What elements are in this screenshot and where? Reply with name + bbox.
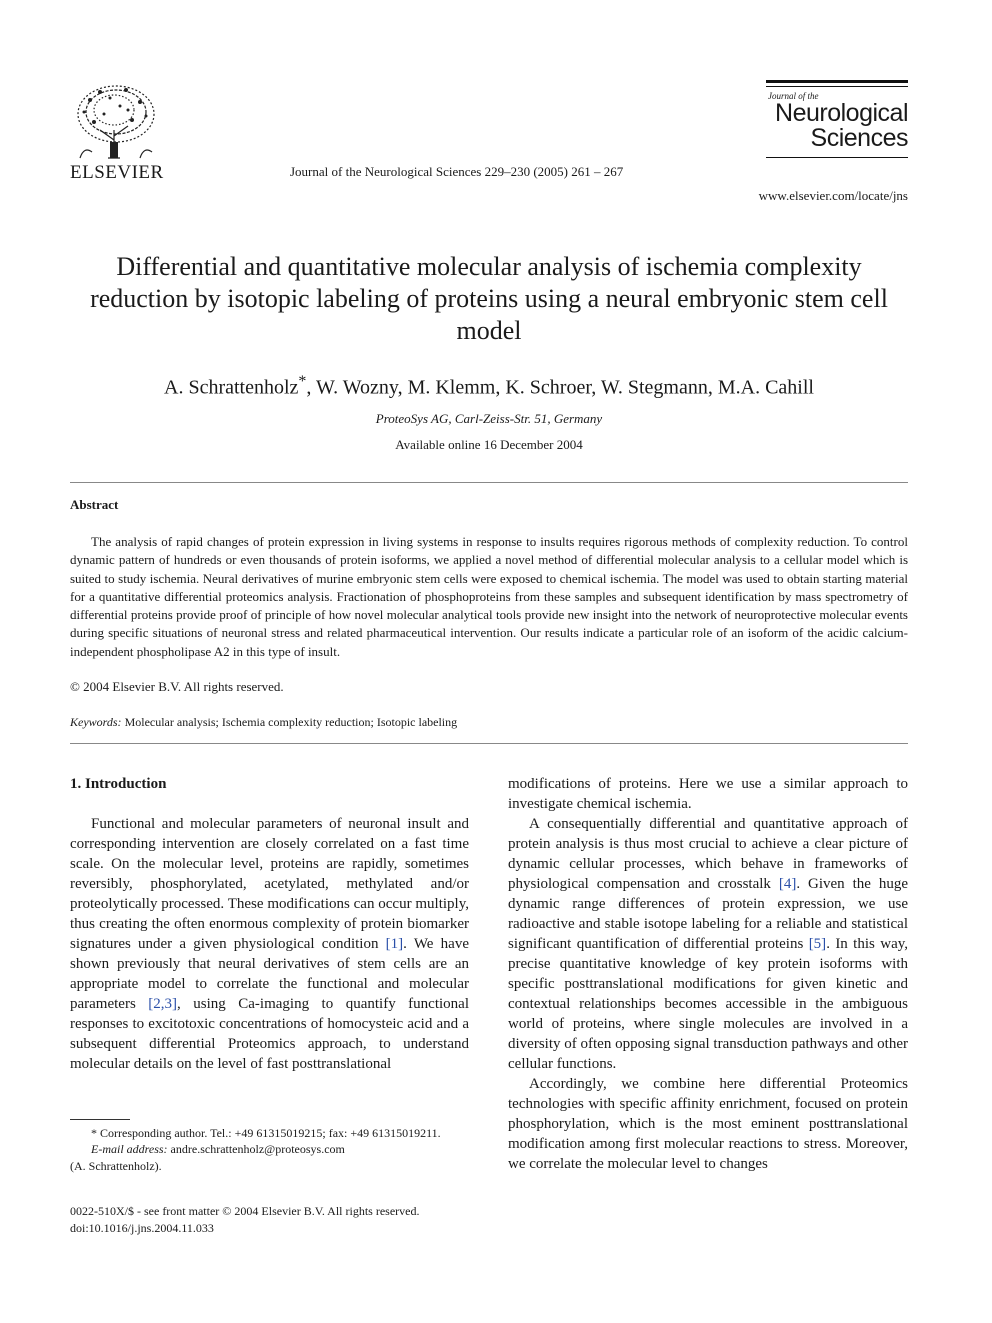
journal-reference: Journal of the Neurological Sciences 229–230 (2005) 261 – 267: [290, 164, 624, 179]
paragraph: [508, 814, 908, 1074]
paragraph-text: . In this way, precise quantitative knowledge of key protein isoforms with specific posttranslational modifications for given kinetic and contextual relationships becomes accessible in the ambiguous world of proteins, where single molecules are involved in a diversity of often opposing signal transduction pathways and other cellular functions.: [508, 936, 908, 1072]
paragraph-text: A consequentially differential and quantitative approach of protein analysis is thus most crucial to achieve a clear picture of dynamic cellular processes, which behave in frameworks of physiological compensation and crosstalk: [508, 816, 908, 892]
divider: [70, 482, 908, 483]
paragraph: Accordingly, we combine here differential Proteomics technologies with specific affinity enrichment, focused on protein phosphorylation, which is the most eminent posttranslational modification among first molecular reactions to stress. Moreover, we correlate the molecular level to changes: [508, 1076, 908, 1172]
citation-link[interactable]: [1]: [385, 936, 404, 952]
masthead-subtitle: Journal of the: [768, 91, 819, 101]
citation-link[interactable]: [4]: [778, 876, 797, 892]
masthead-rule: [766, 86, 908, 87]
corresponding-mark[interactable]: *: [298, 373, 307, 390]
front-matter: [70, 1203, 469, 1237]
keywords-label: Keywords:: [70, 715, 122, 729]
right-column: [508, 774, 908, 1174]
author-corresponding[interactable]: A. Schrattenholz: [164, 376, 299, 399]
journal-url-link[interactable]: www.elsevier.com/locate/jns: [758, 188, 908, 203]
paragraph-text: . Given the huge dynamic range differences of protein expression, we use radioactive and stable isotope labeling for a reliable and statistical significant quantification of differential proteins: [508, 876, 908, 952]
masthead-rule: [766, 157, 908, 158]
doi-link[interactable]: doi:10.1016/j.jns.2004.11.033: [70, 1221, 214, 1235]
left-column: [70, 774, 469, 1074]
publisher-name: ELSEVIER: [70, 162, 164, 183]
email-label: E-mail address:: [91, 1142, 168, 1157]
affiliation: ProteoSys AG, Carl-Zeiss-Str. 51, Germany: [375, 411, 603, 426]
paragraph: [70, 814, 469, 1074]
abstract-heading: Abstract: [70, 497, 119, 512]
email-line: [70, 1141, 469, 1157]
issn-line: 0022-510X/$ - see front matter © 2004 Elsevier B.V. All rights reserved.: [70, 1204, 420, 1218]
masthead-title-line: Neurological: [775, 99, 908, 127]
available-online-date: Available online 16 December 2004: [395, 437, 583, 452]
abstract-body: The analysis of rapid changes of protein expression in living systems in response to insults requires rigorous methods of complexity reduction. To control dynamic pattern of hundreds or even thousands of protein isoforms, we applied a novel method of differential molecular analysis to a cellular model which is suited to study ischemia. Neural derivatives of murine embryonic stem cells were exposed to chemical ischemia. The model was used to obtain starting material for a quantitative differential proteomics analysis. Fractionation of phosphoproteins from these samples and subsequent identification by mass spectrometry of differential proteins provide proof of principle of how novel molecular analytical tools provide new insight into the network of neuroprotective molecular events during specific situations of neuronal stress and related pharmaceutical intervention. Our results indicate a particular role of an isoform of the acidic calcium-independent phospholipase A2 in this type of insult.: [70, 534, 908, 659]
author-others: , W. Wozny, M. Klemm, K. Schroer, W. Stegmann, M.A. Cahill: [306, 376, 814, 399]
corresponding-author-note: * Corresponding author. Tel.: +49 61315019215; fax: +49 61315019211.: [91, 1126, 441, 1140]
footnote: [70, 1125, 469, 1174]
masthead-title: [766, 101, 908, 151]
citation-link[interactable]: [2,3]: [148, 996, 178, 1012]
masthead-rule: [766, 80, 908, 83]
keywords: [70, 715, 457, 730]
masthead-title-line: Sciences: [810, 124, 908, 152]
article-title: Differential and quantitative molecular analysis of ischemia complexity reduction by isotopic labeling of proteins using a neural embryonic stem cell model: [90, 252, 888, 345]
paragraph-text: . We have shown previously that neural derivatives of stem cells are an appropriate model to correlate the functional and molecular parameters: [70, 936, 469, 1012]
paragraph-text: , using Ca-imaging to quantify functional responses to excitotoxic concentrations of homocysteic acid and a subsequent differential Proteomics approach, to understand molecular details on the level of fast posttranslational: [70, 996, 469, 1072]
divider: [70, 743, 908, 744]
citation-link[interactable]: [5]: [808, 936, 827, 952]
author-list: [70, 370, 908, 400]
copyright-notice: © 2004 Elsevier B.V. All rights reserved.: [70, 679, 284, 694]
section-heading: 1. Introduction: [70, 776, 167, 792]
author-name-note: (A. Schrattenholz).: [70, 1158, 162, 1173]
journal-masthead: [766, 80, 908, 158]
paragraph-text: Functional and molecular parameters of neuronal insult and corresponding intervention are closely correlated on a fast time scale. On the molecular level, proteins are rapidly, sometimes reversibly, phosphorylated, acetylated, methylated and/or proteolytically processed. These modifications can occur multiply, thus creating the often enormous complexity of protein biomarker signatures under a given physiological condition: [70, 816, 469, 952]
keywords-list: Molecular analysis; Ischemia complexity reduction; Isotopic labeling: [124, 715, 458, 729]
email-link[interactable]: andre.schrattenholz@proteosys.com: [170, 1142, 345, 1157]
footnote-rule: [70, 1119, 130, 1120]
paragraph: modifications of proteins. Here we use a similar approach to investigate chemical ischemia.: [508, 776, 908, 812]
